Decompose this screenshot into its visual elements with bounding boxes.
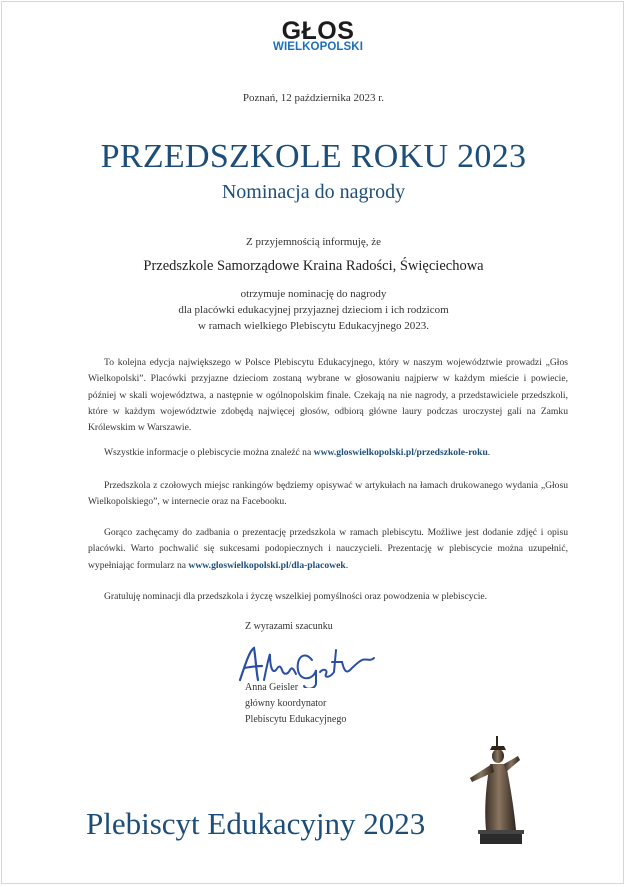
paragraph-congratulations xyxy=(88,589,568,605)
logo-line-1: GŁOS xyxy=(281,17,355,45)
logo-line-2: WIELKOPOLSKI xyxy=(272,41,363,53)
paragraph-2-end: . xyxy=(487,447,491,458)
page-subtitle: Nominacja do nagrody xyxy=(221,181,406,203)
page-title: PRZEDSZKOLE ROKU 2023 xyxy=(100,138,527,175)
closing-phrase: Z wyrazami szacunku xyxy=(245,621,333,632)
letter-date: Poznań, 12 października 2023 r. xyxy=(242,92,385,104)
przedszkole-roku-link[interactable]: www.gloswielkopolski.pl/przedszkole-roku xyxy=(313,447,488,458)
paragraph-1-text: To kolejna edycja największego w Polsce Plebiscytu Edukacyjnego, który w naszym województwie prowadzi „Głos Wielkopolski”. Placówki przyjazne dzieciom zostaną wybrane w głosowaniu najpierw w każdym mieście i powiecie, później w skali województwa, a następnie w ogólnopolskim finale. Czekają na nie nagrody, a przedstawiciele przedszkoli, które w każdym województwie zdobędą najwięcej głosów, odbiorą główne laury podczas uroczystej gali na Zamku Królewskim w Warszawie. xyxy=(88,357,568,434)
paragraph-info-link xyxy=(88,445,568,461)
paragraph-3-text: Przedszkola z czołowych miejsc rankingów będziemy opisywać w artykułach na łamach drukowanego wydania „Głosu Wielkopolskiego”, w internecie oraz na Facebooku. xyxy=(88,480,568,508)
paragraph-presentation xyxy=(88,525,568,574)
signer-name: Anna Geisler xyxy=(245,682,299,693)
footer-plebiscite-title: Plebiscyt Edukacyjny 2023 xyxy=(86,806,426,841)
nomination-line-1: otrzymuje nominację do nagrody xyxy=(240,288,387,300)
signer-organization: Plebiscytu Edukacyjnego xyxy=(245,714,347,725)
intro-line: Z przyjemnością informuję, że xyxy=(245,236,381,248)
paragraph-4-end: . xyxy=(345,559,349,571)
paragraph-2-text: Wszystkie informacje o plebiscycie można znaleźć na xyxy=(104,447,314,458)
statue-trophy-icon xyxy=(462,734,532,846)
school-name: Przedszkole Samorządowe Kraina Radości, Święciechowa xyxy=(143,258,484,274)
paragraph-about-plebiscite xyxy=(88,355,568,436)
dla-placowek-link[interactable]: www.gloswielkopolski.pl/dla-placowek xyxy=(188,559,346,571)
paragraph-4-text: Gorąco zachęcamy do zadbania o prezentację przedszkola w ramach plebiscytu. Możliwe jest dodanie zdjęć i opisu placówki. Warto pochwalić się sukcesami podopiecznych i nauczycieli. Prezentację w plebiscycie można uzupełnić, wypełniając formularz na xyxy=(88,527,568,571)
paragraph-rankings xyxy=(88,478,568,511)
paragraph-5-text: Gratuluję nominacji dla przedszkola i życzę wszelkiej pomyślności oraz powodzenia w plebiscycie. xyxy=(104,591,488,602)
signer-role: główny koordynator xyxy=(245,698,327,709)
nomination-line-3: w ramach wielkiego Plebiscytu Edukacyjnego 2023. xyxy=(198,320,429,332)
glos-wielkopolski-logo xyxy=(260,17,376,54)
nomination-line-2: dla placówki edukacyjnej przyjaznej dzieciom i ich rodzicom xyxy=(178,304,449,316)
handwritten-signature xyxy=(232,640,382,688)
